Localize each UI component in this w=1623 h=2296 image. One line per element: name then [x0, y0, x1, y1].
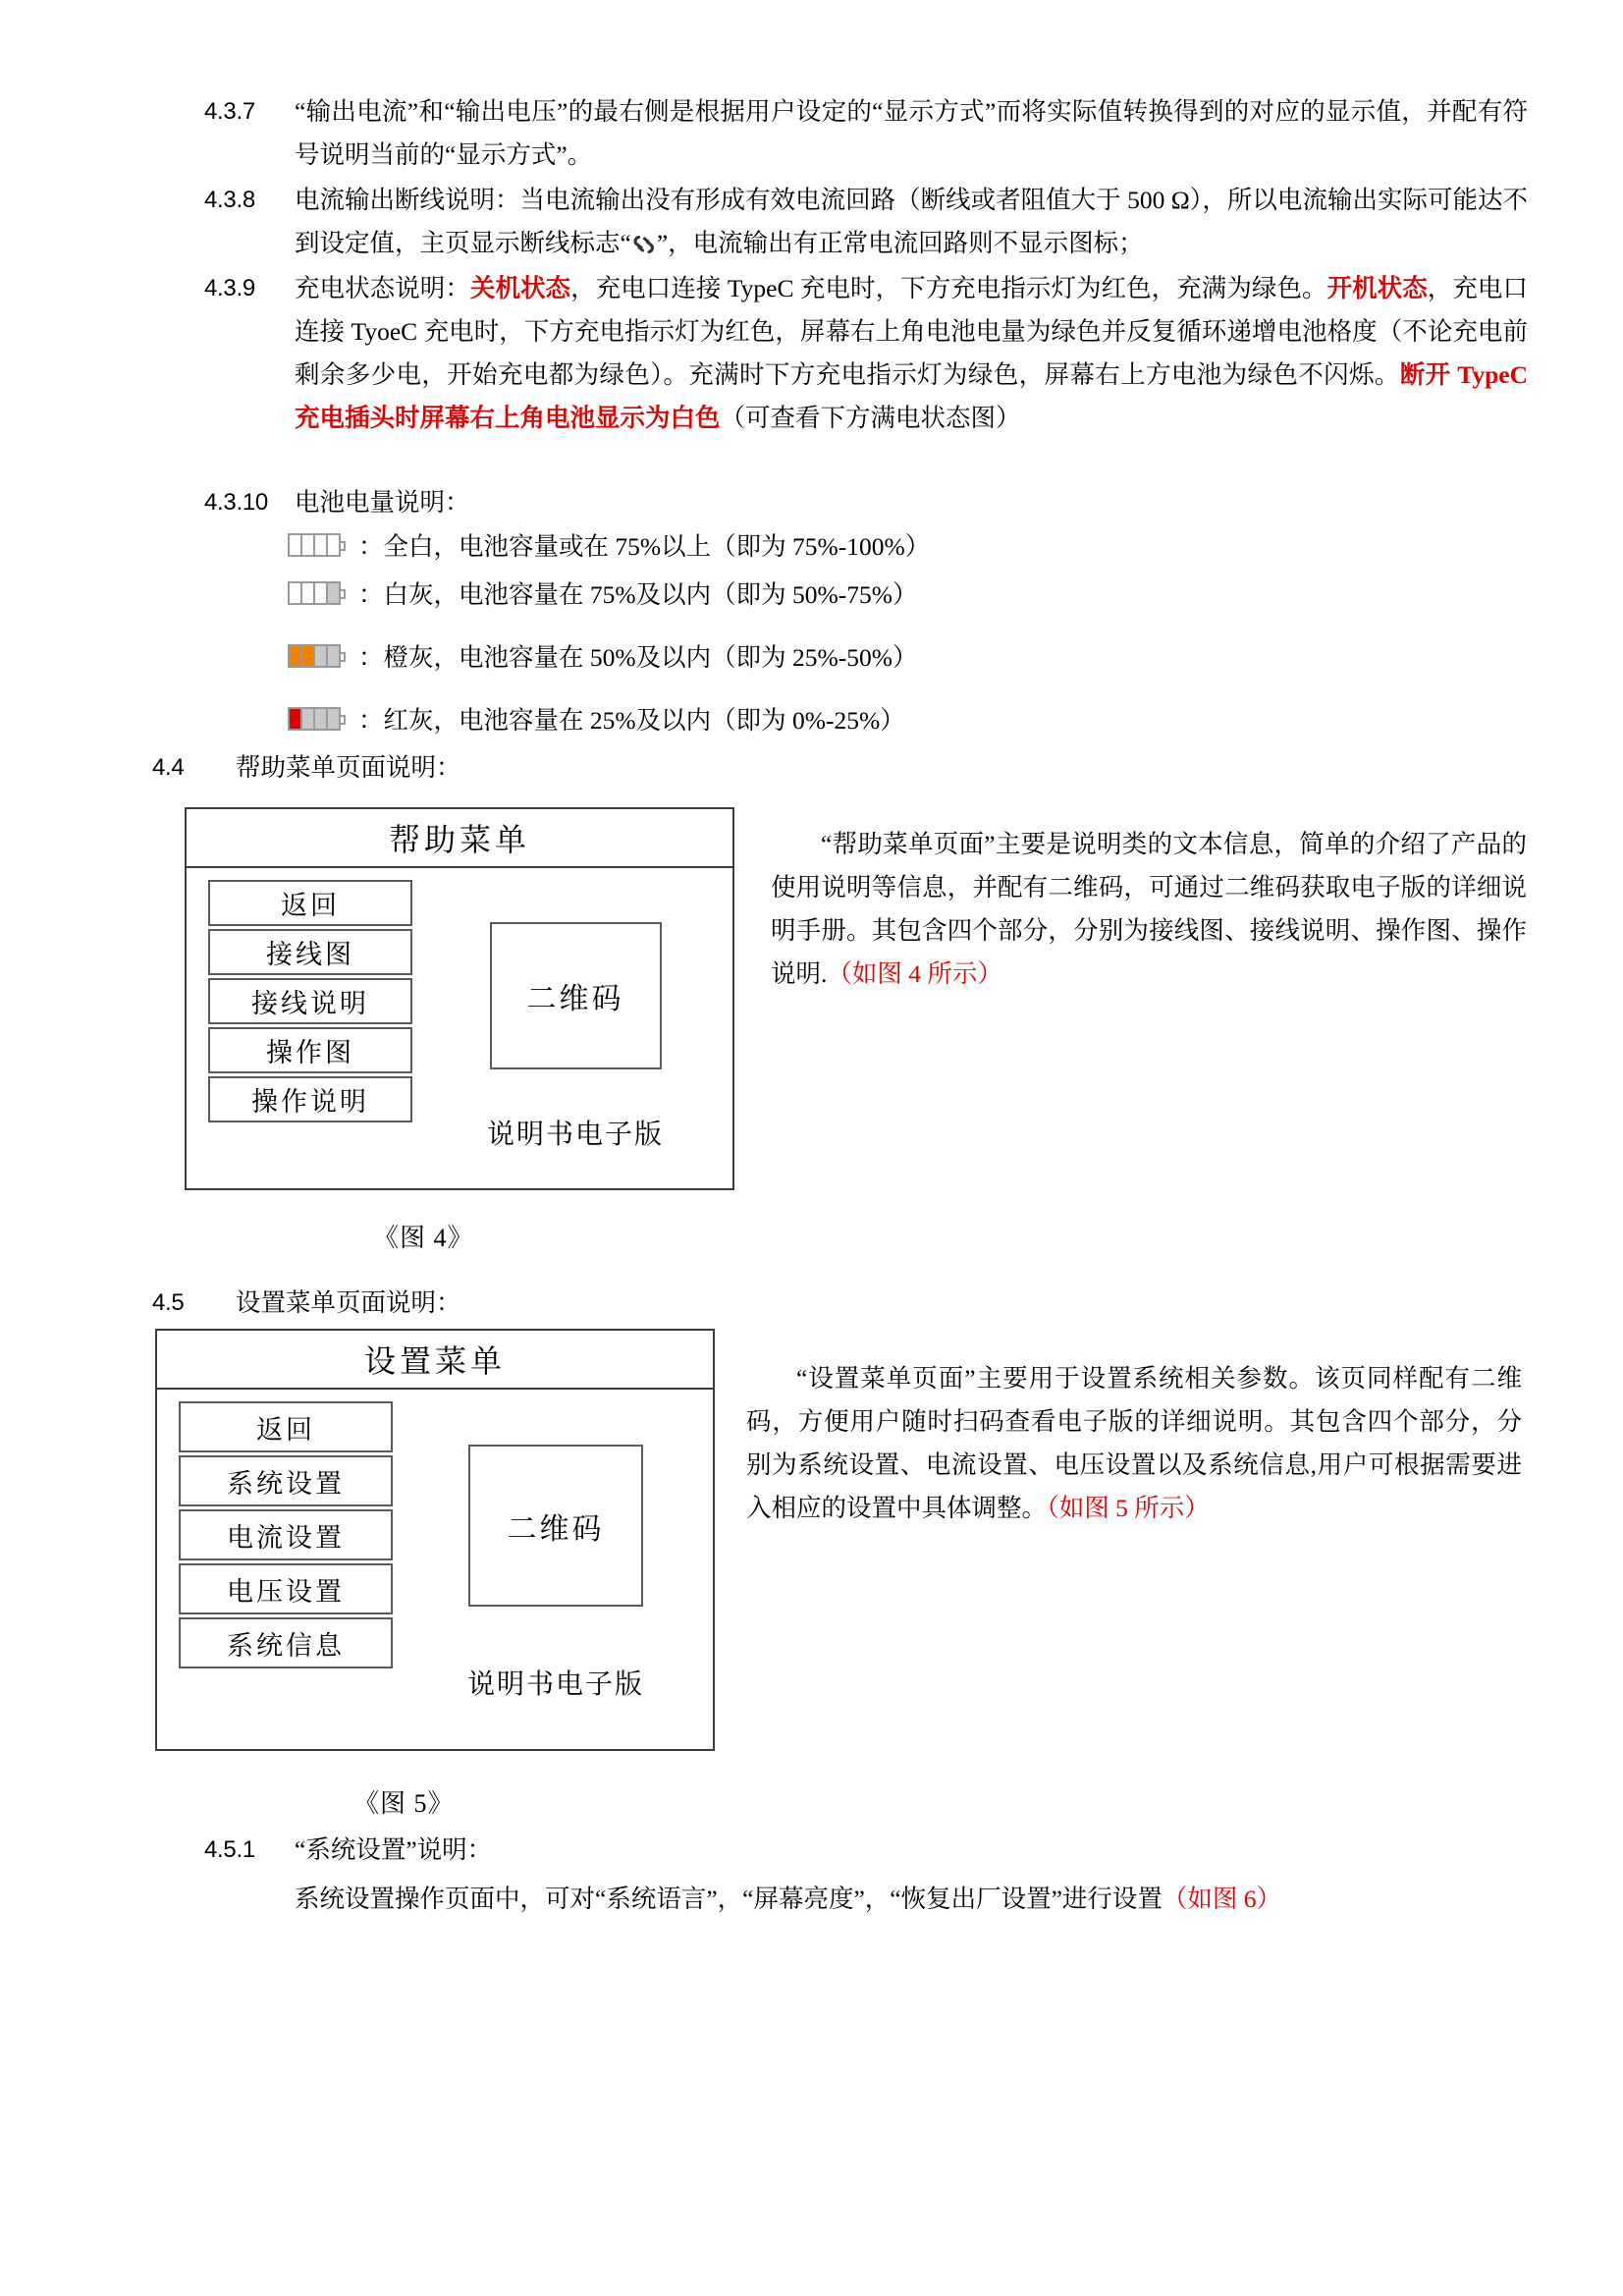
battery-three-quarter-gray-icon — [288, 581, 341, 605]
battery-legend-label: ：橙灰，电池容量在 50%及以内（即为 25%-50%） — [358, 643, 918, 672]
settings-menu-item-current-settings[interactable]: 电流设置 — [179, 1509, 393, 1560]
section-4-5 — [152, 1282, 1527, 1325]
qr-code-placeholder: 二维码 — [490, 922, 662, 1069]
settings-menu-item-back[interactable]: 返回 — [179, 1401, 393, 1452]
section-4-4 — [152, 746, 1527, 790]
qr-code-placeholder: 二维码 — [468, 1445, 643, 1607]
section-body — [295, 267, 1528, 440]
figure-6-reference: （如图 6） — [1162, 1885, 1282, 1913]
settings-menu-description-text: “设置菜单页面”主要用于设置系统相关参数。该页同样配有二维码，方便用户随时扫码查看电子版的详细说明。其包含四个部分，分别为系统设置、电流设置、电压设置以及系统信息,用户可根据需要进入相应的设置中具体调整。 — [746, 1364, 1522, 1522]
broken-link-icon — [631, 233, 657, 256]
section-number: 4.3.8 — [204, 187, 255, 213]
section-4-3-7 — [204, 90, 1528, 177]
help-menu-item-back[interactable]: 返回 — [208, 880, 412, 926]
section-4-5-1 — [204, 1829, 1579, 1872]
help-menu-description — [771, 823, 1527, 996]
battery-legend-item — [288, 698, 1368, 739]
charge-state-text-3: ，充电口连接 TyoeC 充电时，下方充电指示灯为红色，屏幕右上角电池电量为绿色并反复循环递增电池格度（不论充电前剩余多少电，开始充电都为绿色）。充满时下方充电指示灯为绿色，屏幕右上方电池为绿色不闪烁。 — [295, 274, 1528, 389]
help-menu-item-wiring-diagram[interactable]: 接线图 — [208, 929, 412, 975]
section-4-3-9 — [204, 267, 1528, 440]
figure-4-reference: （如图 4 所示） — [827, 959, 1002, 988]
help-menu-description-text: “帮助菜单页面”主要是说明类的文本信息，简单的介绍了产品的使用说明等信息，并配有二维码，可通过二维码获取电子版的详细说明手册。其包含四个部分，分别为接线图、接线说明、操作图、操作说明. — [771, 830, 1527, 988]
qr-caption: 说明书电子版 — [466, 1669, 644, 1700]
help-menu-screen-mock — [185, 807, 734, 1190]
battery-legend-label: ：白灰，电池容量在 75%及以内（即为 50%-75%） — [358, 580, 918, 609]
power-off-state-highlight: 关机状态 — [469, 274, 571, 302]
settings-menu-screen-mock — [155, 1329, 715, 1751]
section-title: “系统设置”说明： — [295, 1835, 493, 1864]
battery-legend-label: ：全白，电池容量或在 75%以上（即为 75%-100%） — [358, 532, 931, 561]
figure-4-caption: 《图 4》 — [373, 1224, 474, 1252]
power-on-state-highlight: 开机状态 — [1326, 274, 1428, 302]
section-4-5-1-body-text: 系统设置操作页面中，可对“系统语言”，“屏幕亮度”，“恢复出厂设置”进行设置 — [295, 1885, 1163, 1913]
help-menu-title: 帮助菜单 — [187, 809, 732, 868]
section-title: 设置菜单页面说明： — [236, 1288, 461, 1317]
help-menu-item-list — [208, 880, 412, 1152]
help-menu-qr-area — [428, 880, 723, 1152]
help-menu-item-operation-diagram[interactable]: 操作图 — [208, 1027, 412, 1073]
figure-5-reference: （如图 5 所示） — [1047, 1494, 1210, 1522]
section-4-3-8 — [204, 179, 1528, 265]
qr-caption: 说明书电子版 — [486, 1120, 664, 1150]
figure-5-caption: 《图 5》 — [353, 1789, 455, 1818]
section-number: 4.5.1 — [204, 1836, 255, 1863]
settings-menu-item-list — [179, 1401, 393, 1702]
battery-legend-item — [288, 524, 1368, 566]
battery-legend-item — [288, 635, 1368, 677]
section-number: 4.3.10 — [204, 489, 268, 516]
settings-menu-description — [746, 1357, 1522, 1530]
settings-menu-item-system-settings[interactable]: 系统设置 — [179, 1455, 393, 1506]
section-title: 电池电量说明： — [295, 488, 470, 517]
charge-state-text-4: （可查看下方满电状态图） — [720, 404, 1021, 432]
charge-state-text-2: ，充电口连接 TypeC 充电时，下方充电指示灯为红色，充满为绿色。 — [570, 274, 1327, 302]
help-menu-item-wiring-instructions[interactable]: 接线说明 — [208, 978, 412, 1024]
section-number: 4.4 — [152, 754, 185, 781]
battery-legend-list — [288, 524, 1368, 746]
section-body-part-a: 电流输出断线说明：当电流输出没有形成有效电流回路（断线或者阻值大于 500 Ω），所以电流输出实际可能达不到设定值，主页显示断线标志“ — [295, 186, 1528, 257]
section-body — [295, 179, 1528, 265]
help-menu-body — [187, 868, 732, 1162]
battery-legend-item — [288, 573, 1368, 614]
section-title: 帮助菜单页面说明： — [236, 753, 461, 782]
typec-unplug-highlight: 断开 TypeC 充电插头时屏幕右上角电池显示为白色 — [295, 360, 1528, 432]
section-4-5-1-body — [295, 1878, 1571, 1921]
battery-low-red-icon — [288, 707, 341, 731]
section-4-3-10 — [204, 481, 1528, 524]
section-body: “输出电流”和“输出电压”的最右侧是根据用户设定的“显示方式”而将实际值转换得到的对应的显示值，并配有符号说明当前的“显示方式”。 — [295, 97, 1528, 169]
settings-menu-title: 设置菜单 — [157, 1331, 713, 1390]
section-number: 4.3.7 — [204, 98, 255, 125]
section-number: 4.5 — [152, 1289, 185, 1316]
settings-menu-qr-area — [408, 1401, 703, 1702]
help-menu-item-operation-instructions[interactable]: 操作说明 — [208, 1076, 412, 1122]
settings-menu-item-system-info[interactable]: 系统信息 — [179, 1617, 393, 1668]
battery-full-white-icon — [288, 533, 341, 557]
settings-menu-item-voltage-settings[interactable]: 电压设置 — [179, 1563, 393, 1614]
battery-legend-label: ：红灰，电池容量在 25%及以内（即为 0%-25%） — [358, 706, 905, 735]
section-body-part-b: ”，电流输出有正常电流回路则不显示图标； — [656, 229, 1144, 257]
charge-state-intro: 充电状态说明： — [295, 274, 470, 302]
settings-menu-body — [157, 1390, 713, 1712]
section-number: 4.3.9 — [204, 275, 255, 301]
battery-half-orange-icon — [288, 644, 341, 668]
